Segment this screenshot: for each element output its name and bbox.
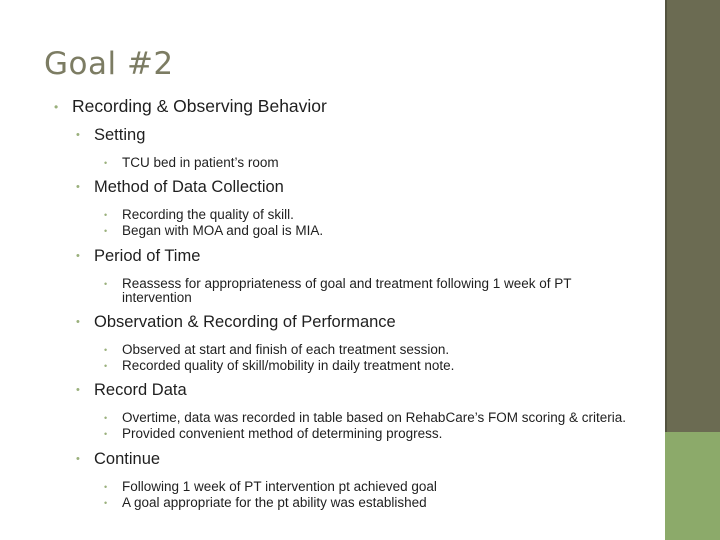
side-bar bbox=[665, 0, 720, 540]
list-item bbox=[56, 224, 636, 238]
section-heading bbox=[56, 247, 636, 266]
section-period-of-time bbox=[56, 247, 636, 305]
section-heading-text: Setting bbox=[94, 126, 146, 144]
list-item bbox=[56, 427, 636, 441]
main-point bbox=[56, 96, 636, 117]
section-heading-text: Observation & Recording of Performance bbox=[94, 312, 396, 331]
list-item bbox=[56, 359, 636, 373]
bullet-icon: • bbox=[76, 129, 80, 141]
list-item-text: Recorded quality of skill/mobility in daily treatment note. bbox=[122, 358, 455, 374]
list-item bbox=[56, 480, 636, 494]
bullet-icon: • bbox=[104, 429, 108, 440]
section-heading-text: Record Data bbox=[94, 381, 187, 400]
section-heading bbox=[56, 313, 636, 332]
list-item-text: Overtime, data was recorded in table based on RehabCare’s FOM scoring & criteria. bbox=[122, 410, 626, 426]
section-record-data bbox=[56, 381, 636, 441]
side-bar-accent bbox=[665, 432, 720, 540]
list-item-text: Recording the quality of skill. bbox=[122, 207, 294, 223]
bullet-icon: • bbox=[104, 344, 108, 355]
list-item-text: A goal appropriate for the pt ability was established bbox=[122, 494, 427, 510]
section-observation-recording bbox=[56, 313, 636, 373]
list-item bbox=[56, 343, 636, 357]
bullet-icon: • bbox=[104, 278, 108, 289]
list-item-text: TCU bed in patient’s room bbox=[122, 155, 279, 170]
section-heading-text: Continue bbox=[94, 449, 161, 468]
bullet-icon: • bbox=[76, 181, 80, 194]
bullet-icon: • bbox=[104, 158, 108, 168]
slide-title: Goal #2 bbox=[44, 46, 174, 82]
bullet-icon: • bbox=[104, 413, 108, 424]
main-point-text: Recording & Observing Behavior bbox=[72, 96, 327, 116]
list-item bbox=[56, 496, 636, 510]
bullet-icon: • bbox=[54, 100, 59, 114]
section-heading bbox=[56, 381, 636, 400]
bullet-icon: • bbox=[76, 315, 80, 328]
bullet-icon: • bbox=[104, 497, 108, 508]
list-item bbox=[56, 411, 636, 425]
bullet-icon: • bbox=[104, 481, 108, 492]
bullet-icon: • bbox=[104, 361, 108, 372]
section-heading-text: Method of Data Collection bbox=[94, 178, 284, 197]
list-item bbox=[56, 277, 636, 305]
list-item-text: Provided convenient method of determining progress. bbox=[122, 426, 443, 442]
list-item bbox=[56, 208, 636, 222]
section-heading bbox=[56, 450, 636, 469]
bullet-icon: • bbox=[104, 210, 108, 221]
slide-content bbox=[56, 96, 636, 518]
section-heading bbox=[56, 178, 636, 197]
section-heading-text: Period of Time bbox=[94, 246, 201, 265]
list-item-text: Observed at start and finish of each treatment session. bbox=[122, 341, 450, 357]
section-continue bbox=[56, 450, 636, 510]
bullet-icon: • bbox=[104, 226, 108, 237]
bullet-icon: • bbox=[76, 249, 80, 262]
list-item bbox=[56, 156, 636, 170]
bullet-icon: • bbox=[76, 452, 80, 465]
section-setting bbox=[56, 126, 636, 170]
list-item-text: Following 1 week of PT intervention pt achieved goal bbox=[122, 478, 437, 494]
section-method-of-data-collection bbox=[56, 178, 636, 238]
bullet-icon: • bbox=[76, 384, 80, 397]
section-heading bbox=[56, 126, 636, 145]
list-item-text: Began with MOA and goal is MIA. bbox=[122, 223, 324, 239]
list-item-text: Reassess for appropriateness of goal and treatment following 1 week of PT intervention bbox=[122, 275, 572, 305]
